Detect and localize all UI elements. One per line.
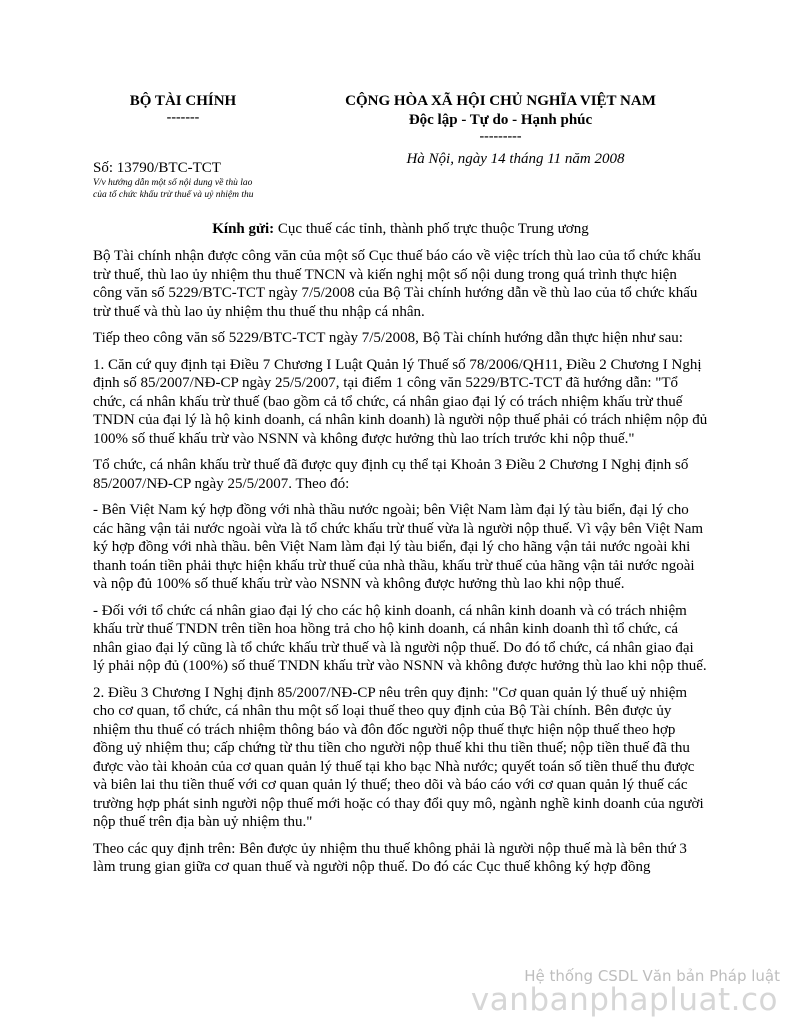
document-number: Số: 13790/BTC-TCT [93, 160, 221, 176]
paragraph: 1. Căn cứ quy định tại Điều 7 Chương I Luật Quản lý Thuế số 78/2006/QH11, Điều 2 Chương I Nghị định số 85/2007/NĐ-CP ngày 25/5/2007, tại điểm 1 công văn 5229/BTC-TCT đã hướng dẫn: "Tổ chức, cá nhân khấu trừ thuế (bao gồm cả tổ chức, cá nhân giao đại lý có trách nhiệm khấu trừ thuế TNDN của đại lý là hộ kinh doanh, cá nhân kinh doanh) là người nộp thuế phải có trách nhiệm nộp đủ 100% số thuế khấu trừ vào NSNN và không được hưởng thù lao trích trước khi nộp thuế." [93, 356, 708, 447]
recipient-line [93, 220, 708, 239]
subject-line-1: V/v hướng dẫn một số nội dung về thù lao [93, 178, 253, 188]
paragraph: - Đối với tổ chức cá nhân giao đại lý cho các hộ kinh doanh, cá nhân kinh doanh và có trách nhiệm khấu trừ thuế TNDN trên tiền hoa hồng trả cho hộ kinh doanh, cá nhân kinh doanh thì tổ chức, cá nhân giao đại lý cũng là tổ chức khấu trừ thuế và là người nộp thuế. Do đó tổ chức, cá nhân giao đại lý phải nộp đủ (100%) số thuế TNDN khấu trừ vào NSNN và không được hưởng thù lao khi nộp thuế. [93, 602, 707, 674]
national-title: CỘNG HÒA XÃ HỘI CHỦ NGHĨA VIỆT NAM [345, 93, 656, 109]
subject-line-2: của tổ chức khấu trừ thuế và uỷ nhiệm thu [93, 190, 254, 200]
recipient-text: Cục thuế các tỉnh, thành phố trực thuộc Trung ương [274, 221, 589, 237]
paragraph: Bộ Tài chính nhận được công văn của một số Cục thuế báo cáo về việc trích thù lao của tổ chức khấu trừ thuế, thù lao ủy nhiệm thu thuế TNCN và kiến nghị một số nội dung trong quá trình thực hiện công văn số 5229/BTC-TCT ngày 7/5/2008 của Bộ Tài chính hướng dẫn về thù lao của tổ chức khấu trừ thuế và thù lao ủy nhiệm thu thuế thu nhập cá nhân. [93, 248, 701, 320]
watermark-caption: Hệ thống CSDL Văn bản Pháp luật [524, 967, 780, 985]
national-motto: Độc lập - Tự do - Hạnh phúc [408, 112, 593, 128]
paragraph: - Bên Việt Nam ký hợp đồng với nhà thầu nước ngoài; bên Việt Nam làm đại lý tàu biển, đại lý cho các hãng vận tải nước ngoài vừa là tổ chức khấu trừ thuế vừa là người nộp thuế. Vì vậy bên Việt Nam ký hợp đồng với nhà thầu. bên Việt Nam làm đại lý tàu biển, đại lý cho hãng vận tải nước ngoài khi thanh toán tiền phải thực hiện khấu trừ thuế của nhà thầu, khấu trừ thuế của hãng vận tải nước ngoài và nộp đủ 100% số thuế khấu trừ vào NSNN và không được hưởng thù lao khi nộp thuế. [93, 502, 704, 592]
paragraph: 2. Điều 3 Chương I Nghị định 85/2007/NĐ-CP nêu trên quy định: "Cơ quan quản lý thuế uỷ nhiệm cho cơ quan, tổ chức, cá nhân thu một số loại thuế theo quy định của Bộ Tài chính. Bên được ủy nhiệm thu thuế có trách nhiệm thông báo và đôn đốc người nộp thuế thực hiện nộp thuế theo hợp đồng uỷ nhiệm thu; cấp chứng từ thu tiền cho người nộp thuế khi thu tiền thuế; nộp tiền thuế đã thu được vào tài khoản của cơ quan quản lý thuế tại kho bạc Nhà nước; quyết toán số tiền thuế thu được và biên lai thu tiền thuế với cơ quan quản lý thuế; theo dõi và báo cáo với cơ quan quản lý thuế các trường hợp phát sinh người nộp thuế mới hoặc có thay đổi quy mô, ngành nghề kinh doanh của người nộp thuế trên địa bàn uỷ nhiệm thu." [93, 684, 704, 830]
paragraph: Theo các quy định trên: Bên được ủy nhiệm thu thuế không phải là người nộp thuế mà là bên thứ 3 làm trung gian giữa cơ quan thuế và người nộp thuế. Do đó các Cục thuế không ký hợp đồng [93, 840, 687, 875]
document-page [93, 92, 708, 885]
recipient-label: Kính gửi: [212, 221, 275, 237]
issuer-block [93, 92, 273, 201]
paragraph: Tổ chức, cá nhân khấu trừ thuế đã được quy định cụ thể tại Khoản 3 Điều 2 Chương I Nghị định số 85/2007/NĐ-CP ngày 25/5/2007. Theo đó: [93, 457, 689, 492]
issuing-agency: BỘ TÀI CHÍNH [129, 93, 237, 109]
paragraph: Tiếp theo công văn số 5229/BTC-TCT ngày 7/5/2008, Bộ Tài chính hướng dẫn thực hiện như sau: [93, 330, 683, 346]
motto-rule: --------- [479, 129, 522, 144]
agency-rule: ------- [166, 110, 200, 125]
watermark-site: vanbanphapluat.co [470, 982, 778, 1018]
place-date: Hà Nội, ngày 14 tháng 11 năm 2008 [406, 151, 625, 167]
national-title-block [293, 92, 708, 168]
document-header [93, 92, 708, 200]
